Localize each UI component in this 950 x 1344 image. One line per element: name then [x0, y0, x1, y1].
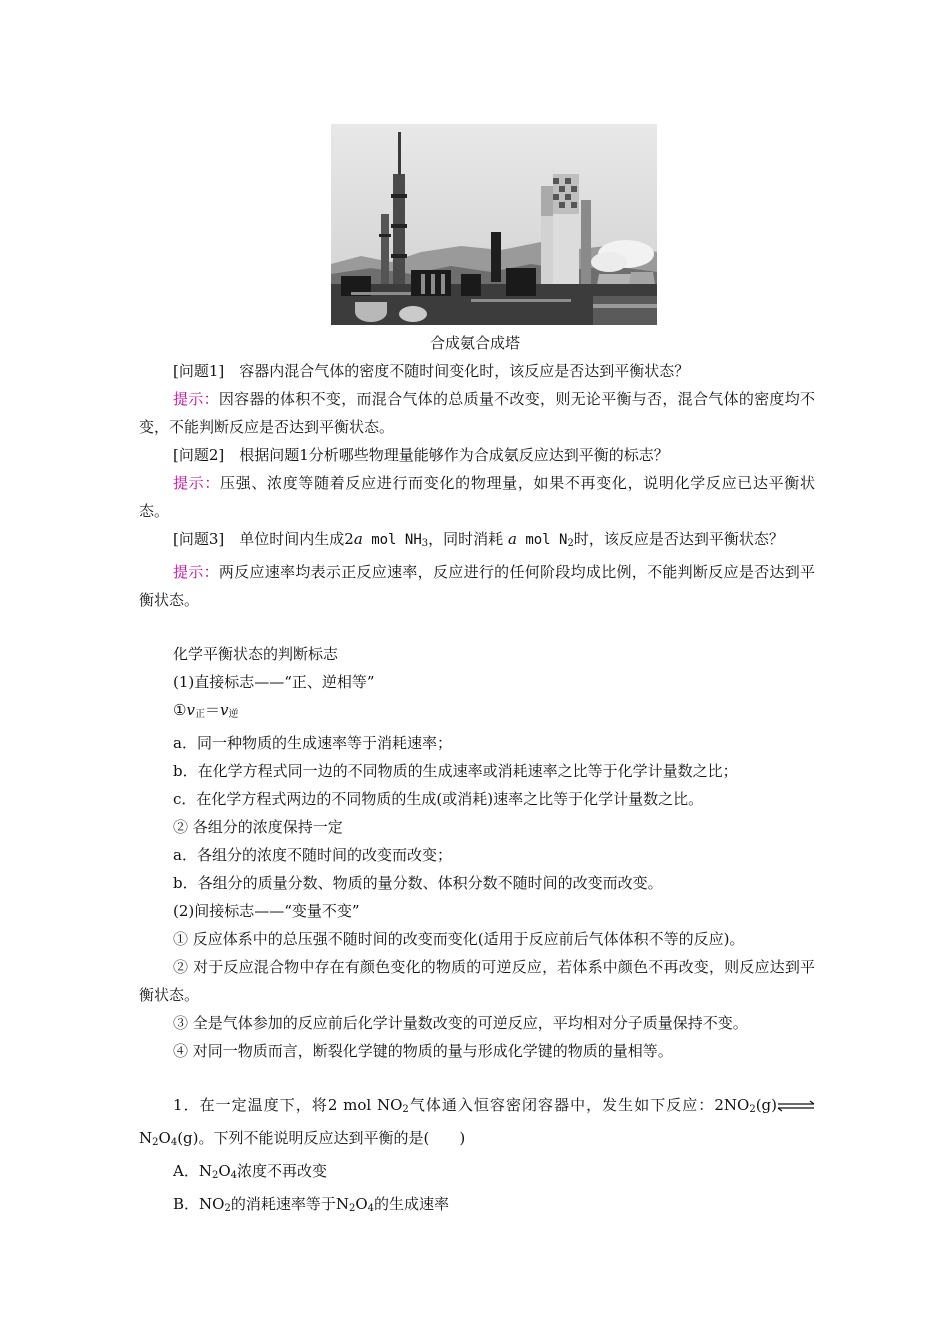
ammonia-plant-photo: [331, 124, 657, 325]
question-text-part: 时，该反应是否达到平衡状态？: [573, 530, 784, 548]
exercise-stem: [139, 1091, 815, 1157]
hint-label: 提示：: [173, 390, 219, 408]
reversible-arrow-icon: [777, 1100, 815, 1112]
stem-text: N: [139, 1129, 153, 1147]
hint-1: [139, 385, 815, 441]
question-text: 根据问题1分析哪些物理量能够作为合成氨反应达到平衡的标志？: [239, 446, 669, 464]
option-text: A．N: [173, 1162, 212, 1180]
rate-equality: [139, 696, 815, 729]
summary-title: 化学平衡状态的判断标志: [173, 645, 339, 663]
direct-sign-title: (1)直接标志——“正、逆相等”: [173, 673, 375, 691]
hint-2: [139, 469, 815, 525]
rate-symbol: v: [219, 701, 229, 719]
question-label: [问题3]: [173, 530, 225, 548]
list-item: ② 对于反应混合物中存在有颜色变化的物质的可逆反应，若体系中颜色不再改变，则反应达到平衡状态。: [139, 958, 815, 1004]
subscript: 4: [170, 1137, 178, 1148]
question-3: [139, 525, 815, 558]
list-item: b．在化学方程式同一边的不同物质的生成速率或消耗速率之比等于化学计量数之比；: [173, 762, 738, 780]
industrial-plant-image: [331, 124, 657, 325]
subscript: 正: [194, 709, 205, 720]
list-item: ④ 对同一物质而言，断裂化学键的物质的量与形成化学键的物质的量相等。: [173, 1042, 673, 1060]
question-label: [问题1]: [173, 362, 225, 380]
question-text-part: 单位时间内生成2: [239, 530, 354, 548]
subscript: 2: [749, 1104, 756, 1115]
subscript: 逆: [228, 709, 239, 720]
stem-text: 气体通入恒容密闭容器中，发生如下反应：2NO: [408, 1096, 750, 1114]
list-item: a．同一种物质的生成速率等于消耗速率；: [173, 734, 452, 752]
list-item: a．各组分的浓度不随时间的改变而改变；: [173, 846, 452, 864]
option-a: [139, 1157, 815, 1190]
list-item: b．各组分的质量分数、物质的量分数、体积分数不随时间的改变而改变。: [173, 874, 663, 892]
question-2: [139, 441, 815, 469]
question-text: 容器内混合气体的密度不随时间变化时，该反应是否达到平衡状态？: [239, 362, 690, 380]
option-text: 的消耗速率等于N: [230, 1195, 349, 1213]
option-text: O: [355, 1195, 368, 1213]
hint-text: 压强、浓度等随着反应进行而变化的物理量，如果不再变化，说明化学反应已达平衡状态。: [139, 474, 815, 520]
equals-sign: ＝: [204, 701, 220, 719]
stem-text: (g): [755, 1096, 777, 1114]
stem-text: (g)。下列不能说明反应达到平衡的是( ): [177, 1129, 466, 1147]
question-text-part: ，同时消耗: [428, 530, 508, 548]
circle-number: ①: [173, 701, 187, 719]
hint-text: 因容器的体积不变，而混合气体的总质量不改变，则无论平衡与否，混合气体的密度均不变，不能判断反应是否达到平衡状态。: [139, 390, 815, 436]
question-label: [问题2]: [173, 446, 225, 464]
option-text: B．NO: [173, 1195, 225, 1213]
unit-text: mol N: [516, 532, 568, 548]
hint-label: 提示：: [173, 563, 219, 581]
subscript: 2: [402, 1104, 409, 1115]
stem-text: 1．在一定温度下，将2 mol NO: [173, 1096, 403, 1114]
subscript: 3: [421, 538, 429, 549]
subscript: 4: [230, 1170, 238, 1181]
variable-a: a: [507, 530, 517, 548]
question-1: [139, 357, 815, 385]
unit-text: mol NH: [362, 532, 422, 548]
rate-symbol: v: [186, 701, 195, 719]
hint-text: 两反应速率均表示正反应速率，反应进行的任何阶段均成比例，不能判断反应是否达到平衡状态。: [139, 563, 815, 609]
subscript: 4: [367, 1203, 375, 1214]
option-text: 浓度不再改变: [237, 1162, 328, 1180]
subscript: 2: [211, 1170, 219, 1181]
stem-text: O: [158, 1129, 171, 1147]
subscript: 2: [348, 1203, 356, 1214]
main-text: [139, 357, 815, 1223]
variable-a: a: [353, 530, 363, 548]
list-item: c．在化学方程式两边的不同物质的生成(或消耗)速率之比等于化学计量数之比。: [173, 790, 704, 808]
subscript: 2: [152, 1137, 159, 1148]
subscript: 2: [224, 1203, 231, 1214]
list-item: ① 反应体系中的总压强不随时间的改变而变化(适用于反应前后气体体积不等的反应)。: [173, 930, 745, 948]
option-text: 的生成速率: [374, 1195, 450, 1213]
indirect-sign-title: (2)间接标志——“变量不变”: [173, 902, 360, 920]
hint-label: 提示：: [173, 474, 221, 492]
photo-caption: 合成氨合成塔: [429, 334, 520, 352]
concentration-title: ② 各组分的浓度保持一定: [173, 818, 343, 836]
list-item: ③ 全是气体参加的反应前后化学计量数改变的可逆反应，平均相对分子质量保持不变。: [173, 1014, 748, 1032]
option-b: [139, 1190, 815, 1223]
hint-3: [139, 558, 815, 614]
option-text: O: [218, 1162, 231, 1180]
subscript: 2: [567, 538, 574, 549]
